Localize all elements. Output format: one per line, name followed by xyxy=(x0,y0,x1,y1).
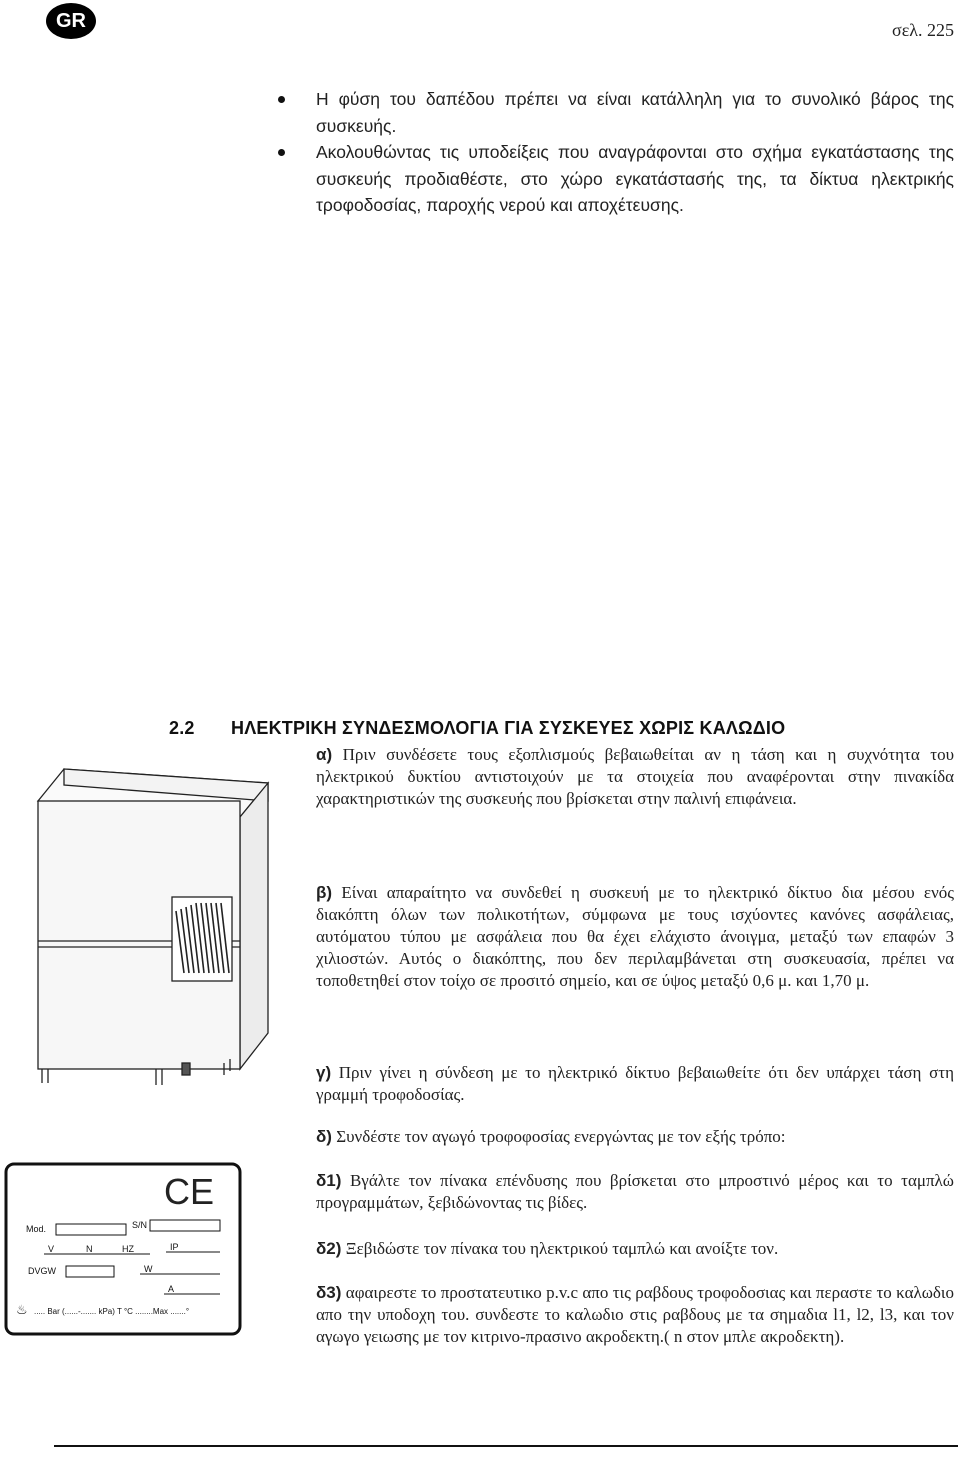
svg-text:..... Bar (......-....... kPa): ..... Bar (......-....... kPa) T °C ........Max .......° xyxy=(34,1307,190,1316)
svg-text:DVGW: DVGW xyxy=(28,1266,56,1276)
bullet-icon xyxy=(278,149,285,156)
rating-plate-illustration xyxy=(4,1162,244,1338)
faucet-icon: ♨ xyxy=(16,1302,28,1317)
svg-text:V: V xyxy=(48,1244,55,1254)
list-item: Ακολουθώντας τις υποδείξεις που αναγράφονται στο σχήμα εγκατάστασης της συσκευής προδιαθέστε, στο χώρο εγκατάστασής της, τα δίκτυα ηλεκτρικής τροφοδοσίας, παροχής νερού και αποχέτευσης. xyxy=(278,139,954,219)
ce-mark: CE xyxy=(164,1171,215,1212)
svg-text:S/N: S/N xyxy=(132,1220,148,1230)
svg-text:IP: IP xyxy=(170,1242,179,1252)
section-heading xyxy=(169,718,786,739)
svg-text:HZ: HZ xyxy=(122,1244,134,1254)
language-badge: GR xyxy=(46,3,96,39)
section-title: ΗΛΕΚΤΡΙΚΗ ΣΥΝΔΕΣΜΟΛΟΓΙΑ ΓΙΑ ΣΥΣΚΕΥΕΣ ΧΩΡΙΣ ΚΑΛΩΔΙΟ xyxy=(231,718,786,738)
section-number: 2.2 xyxy=(169,718,195,738)
paragraph-b: β) Είναι απαραίτητο να συνδεθεί η συσκευή με το ηλεκτρικό δίκτυο δια μέσου ενός διακόπτη όλων των πολικοτήτων, σύμφωνα με τους ισχύοντες κανόνες ασφάλειας, αυτόματου τύπου με ασφάλεια που θα έχει ελάχιστο άνοιγμα, μεταξύ των επαφών 3 χιλιοστών. Αυτός ο διακόπτης, που δεν περιλαμβάνεται στη συσκευασία, πρέπει να τοποθετηθεί στον τοίχο σε προσιτό σημείο, και σε ύψος μεταξύ 0,6 μ. και 1,70 μ. xyxy=(316,883,954,990)
svg-text:W: W xyxy=(144,1264,153,1274)
paragraph-d: δ) Συνδέστε τον αγωγό τροφοφοσίας ενεργώντας με τον εξής τρόπο: xyxy=(316,1127,786,1146)
svg-text:N: N xyxy=(86,1244,93,1254)
bullet-list xyxy=(278,86,954,219)
paragraph-a: α) Πριν συνδέσετε τους εξοπλισμούς βεβαιωθείται αν η τάση και η συχνότητα του ηλεκτρικού δυκτίου αντιστοιχούν με τα στοιχεία που αναφέρονται στην πινακίδα χαρακτηριστικών της συσκευής που βρίσκεται στην παλινή επιφάνεια. xyxy=(316,745,954,808)
paragraph-c: γ) Πριν γίνει η σύνδεση με το ηλεκτρικό δίκτυο βεβαιωθείτε ότι δεν υπάρχει τάση στη γραμμή τροφοδοσίας. xyxy=(316,1063,954,1104)
dishwasher-illustration xyxy=(34,763,274,1093)
bullet-icon xyxy=(278,96,285,103)
list-item: Η φύση του δαπέδου πρέπει να είναι κατάλληλη για το συνολικό βάρος της συσκευής. xyxy=(278,86,954,139)
paragraph-d3: δ3) αφαιρεστε το προστατευτικο p.v.c απο τις ραβδους τροφοδοσιας και περαστε το καλωδιο απο την υποδοχη του. συνδεστε το καλωδιο στις ραβδους με τα σημαδια l1, l2, l3, και τον αγωγο γειωσης με τον κιτρινο-πρασινο ακροδεκτη.( n στον μπλε ακροδεκτη). xyxy=(316,1283,954,1346)
paragraph-d1: δ1) Βγάλτε τον πίνακα επένδυσης που βρίσκεται στο μπροστινό μέρος και το ταμπλώ προγραμμάτων, ξεβιδώνοντας τις βίδες. xyxy=(316,1171,954,1212)
svg-text:A: A xyxy=(168,1284,175,1294)
page-number: σελ. 225 xyxy=(892,20,954,40)
footer-rule xyxy=(54,1445,958,1447)
paragraph-d2: δ2) Ξεβιδώστε τον πίνακα του ηλεκτρικού ταμπλώ και ανοίξτε τον. xyxy=(316,1239,779,1258)
svg-text:Mod.: Mod. xyxy=(26,1224,47,1234)
